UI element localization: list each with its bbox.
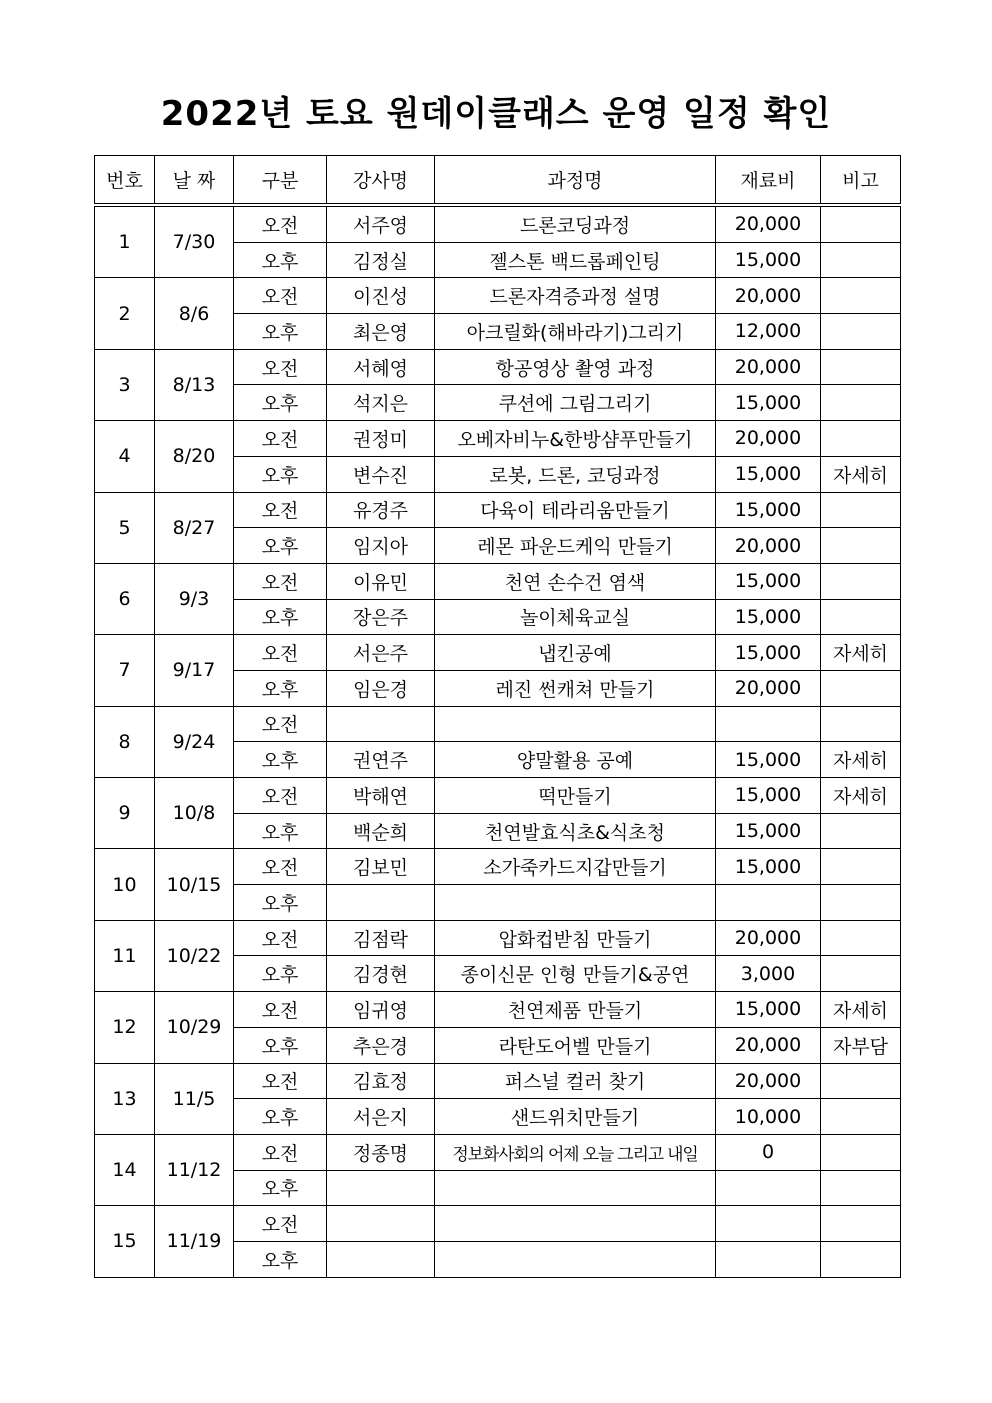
instructor-name: 김효정 — [327, 1063, 435, 1099]
table-row — [95, 349, 901, 385]
table-row — [95, 1206, 901, 1242]
session-period: 오후 — [234, 242, 327, 278]
row-number: 13 — [95, 1063, 155, 1134]
note — [821, 706, 901, 742]
course-name: 항공영상 촬영 과정 — [435, 349, 716, 385]
material-fee: 20,000 — [716, 670, 821, 706]
course-name: 쿠션에 그림그리기 — [435, 385, 716, 421]
note — [821, 528, 901, 564]
instructor-name: 김보민 — [327, 849, 435, 885]
row-number: 7 — [95, 635, 155, 706]
note: 자부담 — [821, 1027, 901, 1063]
session-period: 오전 — [234, 920, 327, 956]
note — [821, 1099, 901, 1135]
course-name: 천연제품 만들기 — [435, 992, 716, 1028]
course-name: 샌드위치만들기 — [435, 1099, 716, 1135]
instructor-name — [327, 885, 435, 921]
note — [821, 205, 901, 242]
row-date: 9/24 — [155, 706, 234, 777]
note — [821, 314, 901, 350]
session-period: 오전 — [234, 563, 327, 599]
table-row — [95, 1134, 901, 1170]
session-period: 오전 — [234, 706, 327, 742]
session-period: 오후 — [234, 1099, 327, 1135]
course-name — [435, 885, 716, 921]
row-date: 8/13 — [155, 349, 234, 420]
table-row — [95, 492, 901, 528]
table-row — [95, 1063, 901, 1099]
schedule-table — [94, 155, 901, 1278]
header-no: 번호 — [95, 156, 155, 206]
session-period: 오후 — [234, 742, 327, 778]
material-fee: 20,000 — [716, 278, 821, 314]
material-fee: 20,000 — [716, 205, 821, 242]
session-period: 오전 — [234, 278, 327, 314]
instructor-name: 권연주 — [327, 742, 435, 778]
instructor-name: 임은경 — [327, 670, 435, 706]
course-name: 놀이체육교실 — [435, 599, 716, 635]
note — [821, 1206, 901, 1242]
table-row — [95, 992, 901, 1028]
material-fee: 15,000 — [716, 778, 821, 814]
material-fee: 15,000 — [716, 385, 821, 421]
material-fee: 15,000 — [716, 992, 821, 1028]
row-date: 10/15 — [155, 849, 234, 920]
course-name: 드론코딩과정 — [435, 205, 716, 242]
session-period: 오전 — [234, 778, 327, 814]
table-row — [95, 278, 901, 314]
note — [821, 492, 901, 528]
note — [821, 385, 901, 421]
material-fee: 0 — [716, 1134, 821, 1170]
row-number: 14 — [95, 1134, 155, 1205]
session-period: 오전 — [234, 1063, 327, 1099]
material-fee: 15,000 — [716, 456, 821, 492]
course-name: 레몬 파운드케익 만들기 — [435, 528, 716, 564]
material-fee: 15,000 — [716, 635, 821, 671]
session-period: 오전 — [234, 635, 327, 671]
session-period: 오후 — [234, 456, 327, 492]
course-name: 양말활용 공예 — [435, 742, 716, 778]
material-fee: 10,000 — [716, 1099, 821, 1135]
session-period: 오후 — [234, 1170, 327, 1206]
note — [821, 885, 901, 921]
row-date: 7/30 — [155, 205, 234, 278]
instructor-name: 장은주 — [327, 599, 435, 635]
header-row — [95, 156, 901, 206]
table-row — [95, 563, 901, 599]
material-fee — [716, 1206, 821, 1242]
instructor-name: 정종명 — [327, 1134, 435, 1170]
table-row — [95, 635, 901, 671]
course-name: 냅킨공예 — [435, 635, 716, 671]
note: 자세히 — [821, 742, 901, 778]
note — [821, 1134, 901, 1170]
session-period: 오후 — [234, 670, 327, 706]
material-fee — [716, 1170, 821, 1206]
instructor-name: 이유민 — [327, 563, 435, 599]
material-fee: 15,000 — [716, 742, 821, 778]
session-period: 오후 — [234, 528, 327, 564]
course-name: 떡만들기 — [435, 778, 716, 814]
course-name: 라탄도어벨 만들기 — [435, 1027, 716, 1063]
row-date: 9/3 — [155, 563, 234, 634]
note — [821, 278, 901, 314]
header-fee: 재료비 — [716, 156, 821, 206]
session-period: 오후 — [234, 314, 327, 350]
instructor-name: 유경주 — [327, 492, 435, 528]
material-fee: 3,000 — [716, 956, 821, 992]
course-name: 종이신문 인형 만들기&공연 — [435, 956, 716, 992]
session-period: 오전 — [234, 205, 327, 242]
note: 자세히 — [821, 635, 901, 671]
session-period: 오전 — [234, 421, 327, 457]
material-fee: 15,000 — [716, 563, 821, 599]
instructor-name: 석지은 — [327, 385, 435, 421]
instructor-name — [327, 1241, 435, 1277]
row-date: 8/20 — [155, 421, 234, 492]
note — [821, 849, 901, 885]
instructor-name — [327, 1170, 435, 1206]
course-name: 레진 썬캐쳐 만들기 — [435, 670, 716, 706]
note — [821, 421, 901, 457]
row-number: 4 — [95, 421, 155, 492]
material-fee: 20,000 — [716, 1063, 821, 1099]
instructor-name: 이진성 — [327, 278, 435, 314]
course-name: 로봇, 드론, 코딩과정 — [435, 456, 716, 492]
instructor-name: 임귀영 — [327, 992, 435, 1028]
note — [821, 920, 901, 956]
page-title: 2022년 토요 원데이클래스 운영 일정 확인 — [160, 94, 832, 134]
note — [821, 670, 901, 706]
course-name: 오베자비누&한방샴푸만들기 — [435, 421, 716, 457]
instructor-name: 김정실 — [327, 242, 435, 278]
session-period: 오후 — [234, 956, 327, 992]
instructor-name: 김점락 — [327, 920, 435, 956]
material-fee: 15,000 — [716, 492, 821, 528]
note — [821, 813, 901, 849]
row-number: 5 — [95, 492, 155, 563]
row-date: 11/12 — [155, 1134, 234, 1205]
material-fee: 20,000 — [716, 421, 821, 457]
note — [821, 1241, 901, 1277]
row-date: 11/5 — [155, 1063, 234, 1134]
material-fee: 15,000 — [716, 599, 821, 635]
note: 자세히 — [821, 456, 901, 492]
instructor-name: 변수진 — [327, 456, 435, 492]
course-name — [435, 706, 716, 742]
table-row — [95, 205, 901, 242]
row-date: 10/8 — [155, 778, 234, 849]
course-name — [435, 1241, 716, 1277]
row-date: 11/19 — [155, 1206, 234, 1277]
session-period: 오후 — [234, 885, 327, 921]
session-period: 오후 — [234, 813, 327, 849]
note — [821, 242, 901, 278]
instructor-name — [327, 706, 435, 742]
instructor-name: 백순희 — [327, 813, 435, 849]
course-name: 아크릴화(해바라기)그리기 — [435, 314, 716, 350]
row-number: 3 — [95, 349, 155, 420]
row-number: 10 — [95, 849, 155, 920]
session-period: 오후 — [234, 1027, 327, 1063]
material-fee: 20,000 — [716, 528, 821, 564]
table-row — [95, 778, 901, 814]
material-fee: 15,000 — [716, 242, 821, 278]
row-number: 8 — [95, 706, 155, 777]
session-period: 오전 — [234, 1134, 327, 1170]
table-row — [95, 421, 901, 457]
note — [821, 1063, 901, 1099]
note — [821, 1170, 901, 1206]
row-number: 15 — [95, 1206, 155, 1277]
row-number: 1 — [95, 205, 155, 278]
instructor-name: 김경현 — [327, 956, 435, 992]
header-course: 과정명 — [435, 156, 716, 206]
instructor-name: 임지아 — [327, 528, 435, 564]
instructor-name: 서은주 — [327, 635, 435, 671]
table-row — [95, 706, 901, 742]
header-note: 비고 — [821, 156, 901, 206]
row-number: 2 — [95, 278, 155, 349]
header-period: 구분 — [234, 156, 327, 206]
session-period: 오후 — [234, 599, 327, 635]
instructor-name: 서주영 — [327, 205, 435, 242]
note: 자세히 — [821, 992, 901, 1028]
instructor-name: 권정미 — [327, 421, 435, 457]
course-name: 정보화사회의 어제 오늘 그리고 내일 — [435, 1134, 716, 1170]
header-instructor: 강사명 — [327, 156, 435, 206]
note: 자세히 — [821, 778, 901, 814]
header-date: 날 짜 — [155, 156, 234, 206]
row-date: 10/22 — [155, 920, 234, 991]
row-number: 11 — [95, 920, 155, 991]
table-row — [95, 920, 901, 956]
material-fee: 20,000 — [716, 1027, 821, 1063]
note — [821, 599, 901, 635]
session-period: 오전 — [234, 849, 327, 885]
course-name: 소가죽카드지갑만들기 — [435, 849, 716, 885]
row-date: 9/17 — [155, 635, 234, 706]
material-fee — [716, 885, 821, 921]
instructor-name: 서혜영 — [327, 349, 435, 385]
row-number: 12 — [95, 992, 155, 1063]
note — [821, 349, 901, 385]
material-fee: 15,000 — [716, 813, 821, 849]
material-fee: 12,000 — [716, 314, 821, 350]
session-period: 오전 — [234, 992, 327, 1028]
instructor-name: 최은영 — [327, 314, 435, 350]
row-number: 6 — [95, 563, 155, 634]
row-number: 9 — [95, 778, 155, 849]
row-date: 10/29 — [155, 992, 234, 1063]
material-fee — [716, 1241, 821, 1277]
material-fee: 15,000 — [716, 849, 821, 885]
note — [821, 956, 901, 992]
instructor-name — [327, 1206, 435, 1242]
course-name: 다육이 테라리움만들기 — [435, 492, 716, 528]
session-period: 오전 — [234, 1206, 327, 1242]
material-fee: 20,000 — [716, 920, 821, 956]
row-date: 8/6 — [155, 278, 234, 349]
material-fee: 20,000 — [716, 349, 821, 385]
instructor-name: 추은경 — [327, 1027, 435, 1063]
instructor-name: 박해연 — [327, 778, 435, 814]
schedule-body — [95, 205, 901, 1277]
course-name: 젤스톤 백드롭페인팅 — [435, 242, 716, 278]
table-row — [95, 849, 901, 885]
session-period: 오후 — [234, 1241, 327, 1277]
material-fee — [716, 706, 821, 742]
course-name — [435, 1170, 716, 1206]
row-date: 8/27 — [155, 492, 234, 563]
course-name: 드론자격증과정 설명 — [435, 278, 716, 314]
session-period: 오전 — [234, 349, 327, 385]
course-name — [435, 1206, 716, 1242]
session-period: 오전 — [234, 492, 327, 528]
course-name: 천연발효식초&식초청 — [435, 813, 716, 849]
instructor-name: 서은지 — [327, 1099, 435, 1135]
course-name: 압화컵받침 만들기 — [435, 920, 716, 956]
course-name: 천연 손수건 염색 — [435, 563, 716, 599]
session-period: 오후 — [234, 385, 327, 421]
course-name: 퍼스널 컬러 찾기 — [435, 1063, 716, 1099]
note — [821, 563, 901, 599]
